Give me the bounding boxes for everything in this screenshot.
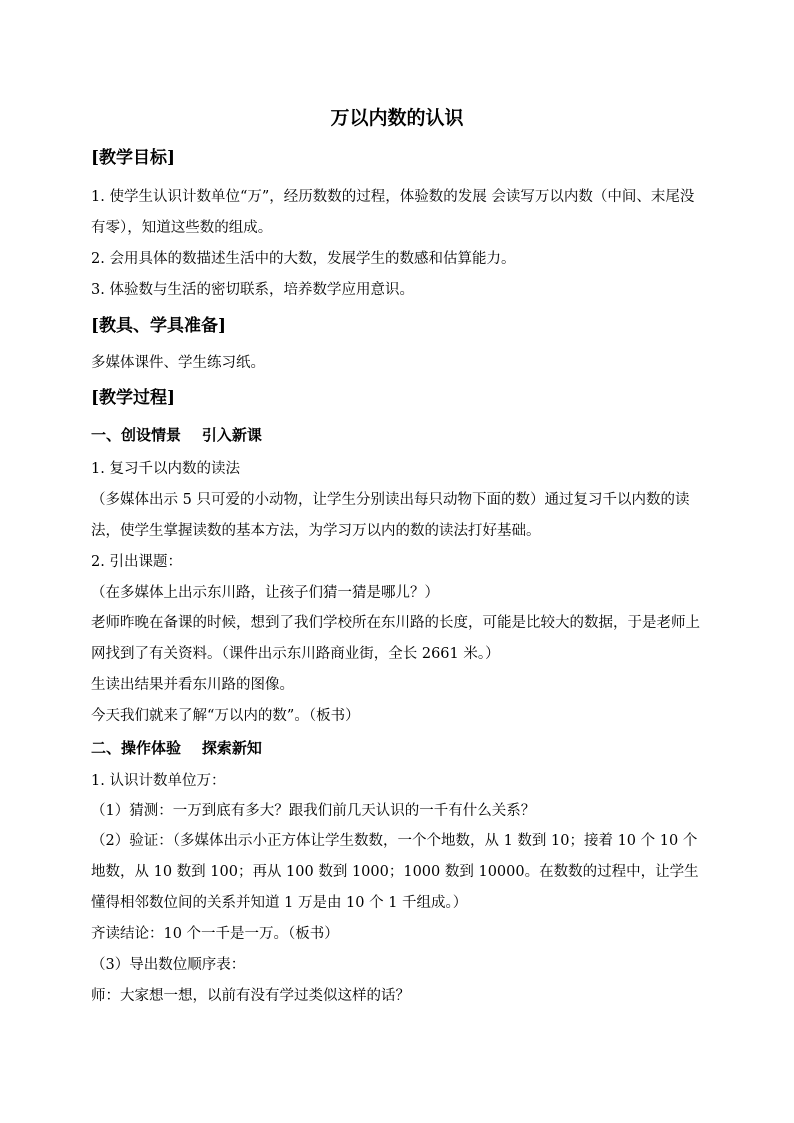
part2-line-6: 师：大家想一想，以前有没有学过类似这样的话？ <box>91 988 410 1004</box>
part2-line-1: 1. 认识计数单位万： <box>91 773 226 789</box>
document-title: 万以内数的认识 <box>330 107 464 129</box>
objective-item-3: 3. 体验数与生活的密切联系，培养数学应用意识。 <box>91 282 414 298</box>
part1-line-7: 今天我们就来了解“万以内的数”。（板书） <box>91 708 360 724</box>
part1-line-5: 老师昨晚在备课的时候，想到了我们学校所在东川路的长度，可能是比较大的数据，于是老师上网找到了有关资料。（课件出示东川路商业街，全长 2661 米。） <box>91 615 700 662</box>
part2-line-5: （3）导出数位顺序表： <box>91 957 246 973</box>
part1-line-2: （多媒体出示 5 只可爱的小动物，让学生分别读出每只动物下面的数）通过复习千以内数的读法，使学生掌握读数的基本方法，为学习万以内的数的读法打好基础。 <box>91 492 690 539</box>
materials-heading: [教具、学具准备] <box>91 316 227 336</box>
materials-text: 多媒体课件、学生练习纸。 <box>91 355 265 371</box>
part1-heading: 一、创设情景 引入新课 <box>91 426 262 444</box>
objectives-heading: [教学目标] <box>91 148 176 168</box>
part2-heading: 二、操作体验 探索新知 <box>91 739 262 757</box>
part2-line-4: 齐读结论：10 个一千是一万。（板书） <box>91 926 339 942</box>
objective-item-1: 1. 使学生认识计数单位“万”，经历数数的过程，体验数的发展 会读写万以内数（中间、末尾没有零），知道这些数的组成。 <box>91 189 695 236</box>
part1-line-1: 1. 复习千以内数的读法 <box>91 461 240 477</box>
part1-line-4: （在多媒体上出示东川路，让孩子们猜一猜是哪儿？） <box>91 585 439 601</box>
process-heading: [教学过程] <box>91 388 176 408</box>
part2-line-3: （2）验证：（多媒体出示小正方体让学生数数，一个个地数，从 1 数到 10；接着 10 个 10 个地数，从 10 数到 100；再从 100 数到 1000；1000 数到 10000。在数数的过程中，让学生懂得相邻数位间的关系并知道 1 万是由 10 个 1 千组成。） <box>91 833 699 911</box>
objective-item-2: 2. 会用具体的数描述生活中的大数，发展学生的数感和估算能力。 <box>91 251 516 267</box>
part1-line-6: 生读出结果并看东川路的图像。 <box>91 677 294 693</box>
part1-line-3: 2. 引出课题： <box>91 554 182 570</box>
part2-line-2: （1）猜测：一万到底有多大？跟我们前几天认识的一千有什么关系？ <box>91 803 536 819</box>
